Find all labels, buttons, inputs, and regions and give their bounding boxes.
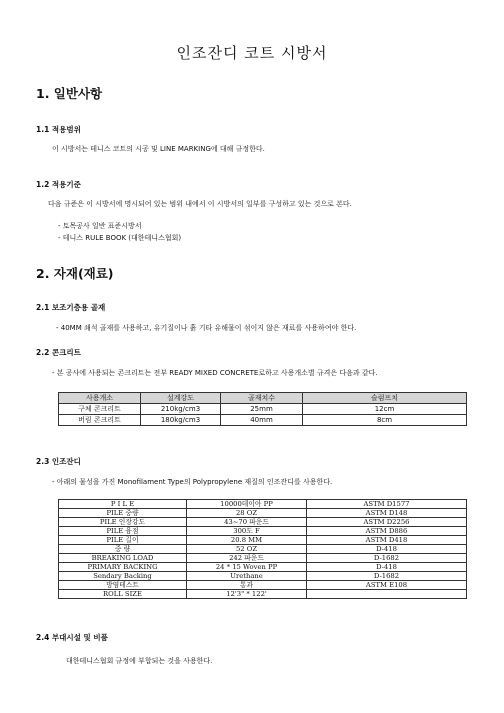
table-cell: ASTM D2256 — [307, 518, 467, 527]
table-cell: D-418 — [307, 545, 467, 554]
section-2-1-heading: 2.1 보조기층용 골재 — [36, 303, 106, 312]
section-1-1-text: 이 시방서는 테니스 코트의 시공 및 LINE MARKING에 대해 규정한다. — [52, 145, 265, 153]
table-cell: PILE 융점 — [59, 527, 187, 536]
table-cell — [307, 590, 467, 599]
section-1-heading: 1. 일반사항 — [36, 86, 103, 101]
section-2-1-text: - 40MM 쇄석 골재를 사용하고, 유기질이나 흙 기타 유해물이 섞이지 않은 재료를 사용하여야 한다. — [56, 324, 357, 332]
table-cell: 28 OZ — [187, 509, 307, 518]
table-row — [59, 518, 467, 527]
table-row — [59, 415, 467, 426]
table-cell: D-1682 — [307, 554, 467, 563]
table-cell: 40mm — [221, 415, 303, 426]
table-row — [59, 509, 467, 518]
table-cell: 버림 콘크리트 — [59, 415, 141, 426]
table-cell: PILE 길이 — [59, 536, 187, 545]
section-1-1-heading: 1.1 적용범위 — [36, 125, 81, 134]
table-cell: 방염테스트 — [59, 581, 187, 590]
table-cell: 12cm — [303, 404, 467, 415]
table-cell: 25mm — [221, 404, 303, 415]
table-row — [59, 404, 467, 415]
table-cell: 52 OZ — [187, 545, 307, 554]
table-cell: 12'3" * 122' — [187, 590, 307, 599]
table-row — [59, 545, 467, 554]
table-cell: BREAKING LOAD — [59, 554, 187, 563]
section-2-4-heading: 2.4 부대시설 및 비품 — [36, 633, 108, 642]
standard-item: - 테니스 RULE BOOK (대한테니스협회) — [58, 234, 182, 242]
table-cell: 24 * 15 Woven PP — [187, 563, 307, 572]
table-row — [59, 536, 467, 545]
table-cell: ASTM D886 — [307, 527, 467, 536]
table-row — [59, 563, 467, 572]
document-title: 인조잔디 코트 시방서 — [176, 44, 328, 62]
table-cell: 10000데이아 PP — [187, 500, 307, 509]
table-row — [59, 590, 467, 599]
concrete-spec-table — [58, 392, 467, 426]
table-header-cell: 슬럼프치 — [303, 393, 467, 404]
table-row — [59, 500, 467, 509]
standard-item: - 토목공사 일반 표준시방서 — [58, 222, 142, 230]
table-cell: PILE 인장강도 — [59, 518, 187, 527]
table-cell: Urethane — [187, 572, 307, 581]
table-row — [59, 554, 467, 563]
table-cell: D-1682 — [307, 572, 467, 581]
table-cell: 통과 — [187, 581, 307, 590]
table-row — [59, 527, 467, 536]
table-cell: 43~70 파운드 — [187, 518, 307, 527]
table-row — [59, 572, 467, 581]
table-cell: P I L E — [59, 500, 187, 509]
table-cell: PRIMARY BACKING — [59, 563, 187, 572]
table-cell: Sendary Backing — [59, 572, 187, 581]
section-2-2-text: - 본 공사에 사용되는 콘크리트는 전부 READY MIXED CONCRETE로하고 사용개소별 규격은 다음과 같다. — [52, 369, 378, 377]
section-1-2-heading: 1.2 적용기준 — [36, 180, 81, 189]
turf-spec-table — [58, 499, 467, 599]
turf-spec-body — [59, 500, 467, 599]
table-cell: ASTM D148 — [307, 509, 467, 518]
table-cell: 180kg/cm3 — [141, 415, 221, 426]
table-cell: 8cm — [303, 415, 467, 426]
table-header-cell: 골재치수 — [221, 393, 303, 404]
table-cell: 중 량 — [59, 545, 187, 554]
section-2-3-heading: 2.3 인조잔디 — [36, 457, 81, 466]
table-row — [59, 581, 467, 590]
table-cell: 20.8 MM — [187, 536, 307, 545]
table-cell: ASTM D418 — [307, 536, 467, 545]
table-cell: D-418 — [307, 563, 467, 572]
table-header-row — [59, 393, 467, 404]
table-cell: ROLL SIZE — [59, 590, 187, 599]
table-header-cell: 설계강도 — [141, 393, 221, 404]
section-2-3-text: - 아래의 물성을 가진 Monofilament Type의 Polypropylene 재질의 인조잔디를 사용한다. — [52, 478, 333, 486]
table-cell: 210kg/cm3 — [141, 404, 221, 415]
table-cell: 구체 콘크리트 — [59, 404, 141, 415]
table-cell: ASTM D1577 — [307, 500, 467, 509]
table-header-cell: 사용개소 — [59, 393, 141, 404]
section-2-4-text: 대한테니스협회 규정에 부합되는 것을 사용한다. — [66, 657, 213, 665]
section-2-heading: 2. 자재(재료) — [36, 266, 114, 281]
table-cell: ASTM E108 — [307, 581, 467, 590]
section-2-2-heading: 2.2 콘크리트 — [36, 348, 81, 357]
table-cell: 242 파운드 — [187, 554, 307, 563]
table-cell: PILE 중량 — [59, 509, 187, 518]
section-1-2-text: 다음 규준은 이 시방서에 명시되어 있는 범위 내에서 이 시방서의 일부를 구성하고 있는 것으로 본다. — [48, 200, 352, 208]
table-cell: 300도 F — [187, 527, 307, 536]
